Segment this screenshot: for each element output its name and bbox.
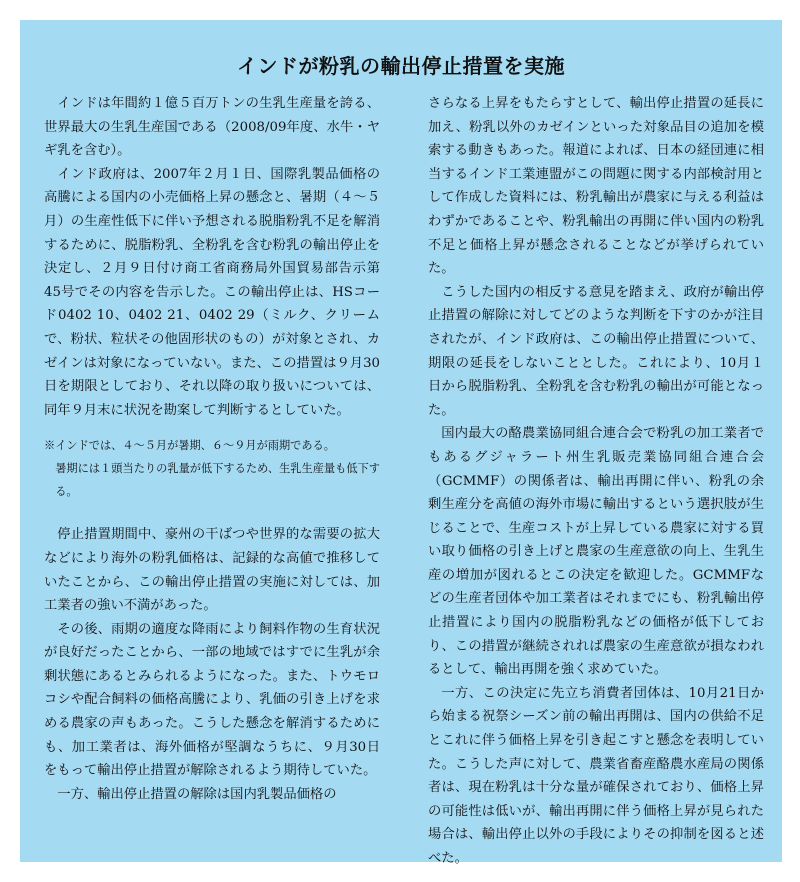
paragraph: インドは年間約１億５百万トンの生乳生産量を誇る、世界最大の生乳生産国である（2008/09年度、水牛・ヤギ乳を含む）。 (44, 96, 380, 159)
left-column (44, 92, 380, 806)
article-title: インドが粉乳の輸出停止措置を実施 (237, 54, 565, 78)
paragraph: その後、雨期の適度な降雨により飼料作物の生育状況が良好だったことから、一部の地域ではすでに生乳が余剰状態にあるとみられるようになった。また、トウモロコシや配合飼料の価格高騰により、乳価の引き上げを求める農家の声もあった。こうした懸念を解消するためにも、加工業者は、海外価格が堅調なうちに、９月30日をもって輸出停止措置が解除されるよう期待していた。 (44, 621, 380, 779)
right-column (428, 92, 764, 871)
paragraph-continued: さらなる上昇をもたらすとして、輸出停止措置の延長に加え、粉乳以外のカゼインといった対象品目の追加を模索する動きもあった。報道によれば、日本の経団連に相当するインド工業連盟がこの問題に関する内部検討用として作成した資料には、粉乳輸出が農家に与える利益はわずかであることや、粉乳輸出の再開に伴い国内の粉乳不足と価格上昇が懸念されることなどが挙げられていた。 (428, 96, 764, 277)
paragraph: 国内最大の酪農業協同組合連合会で粉乳の加工業者でもあるグジャラート州生乳販売業協同組合連合会（GCMMF）の関係者は、輸出再開に伴い、粉乳の余剰生産分を高値の海外市場に輸出するという選択肢が生じることで、生産コストが上昇している農家に対する買い取り価格の引き上げと農家の生産意欲の向上、生乳生産の増加が図れるとこの決定を歓迎した。GCMMFなどの生産者団体や加工業者はそれまでにも、粉乳輸出停止措置により国内の脱脂粉乳などの価格が低下しており、この措置が継続されれば農家の生産意欲が損なわれるとして、輸出再開を強く求めていた。 (428, 426, 764, 678)
footnote-line: 暑期には１頭当たりの乳量が低下するため、生乳生産量も低下する。 (55, 462, 380, 499)
paragraph: 一方、この決定に先立ち消費者団体は、10月21日から始まる祝祭シーズン前の輸出再開は、国内の供給不足とこれに伴う価格上昇を引き起こすと懸念を表明していた。こうした声に対して、農業省畜産酪農水産局の関係者は、現在粉乳は十分な量が確保されており、価格上昇の可能性は低いが、輸出再開に伴う価格上昇が見られた場合は、輸出停止以外の手段によりその抑制を図ると述べた。 (428, 685, 764, 866)
paragraph: インド政府は、2007年２月１日、国際乳製品価格の高騰による国内の小売価格上昇の懸念と、暑期（４～５月）の生産性低下に伴い予想される脱脂粉乳不足を解消するために、脱脂粉乳、全粉乳を含む粉乳の輸出停止を決定し、２月９日付け商工省商務局外国貿易部告示第45号でその内容を告示した。この輸出停止は、HSコード0402 10、0402 21、0402 29（ミルク、クリームで、粉状、粒状その他固形状のもの）が対象とされ、カゼインは対象になっていない。また、この措置は９月30日を期限としており、それ以降の取り扱いについては、同年９月末に状況を勘案して判断するとしていた。 (44, 166, 380, 418)
footnote-line: ※インドでは、４～５月が暑期、６～９月が雨期である。 (44, 439, 335, 453)
paragraph: こうした国内の相反する意見を踏まえ、政府が輸出停止措置の解除に対してどのような判断を下すのかが注目されたが、インド政府は、この輸出停止措置について、期限の延長をしないこととした。これにより、10月１日から脱脂粉乳、全粉乳を含む粉乳の輸出が可能となった。 (428, 284, 764, 418)
article-panel (20, 20, 782, 866)
paragraph: 一方、輸出停止措置の解除は国内乳製品価格の (57, 786, 337, 802)
footnote (44, 434, 380, 503)
paragraph: 停止措置期間中、豪州の干ばつや世界的な需要の拡大などにより海外の粉乳価格は、記録的な高値で推移していたことから、この輸出停止措置の実施に対しては、加工業者の強い不満があった。 (44, 527, 380, 614)
